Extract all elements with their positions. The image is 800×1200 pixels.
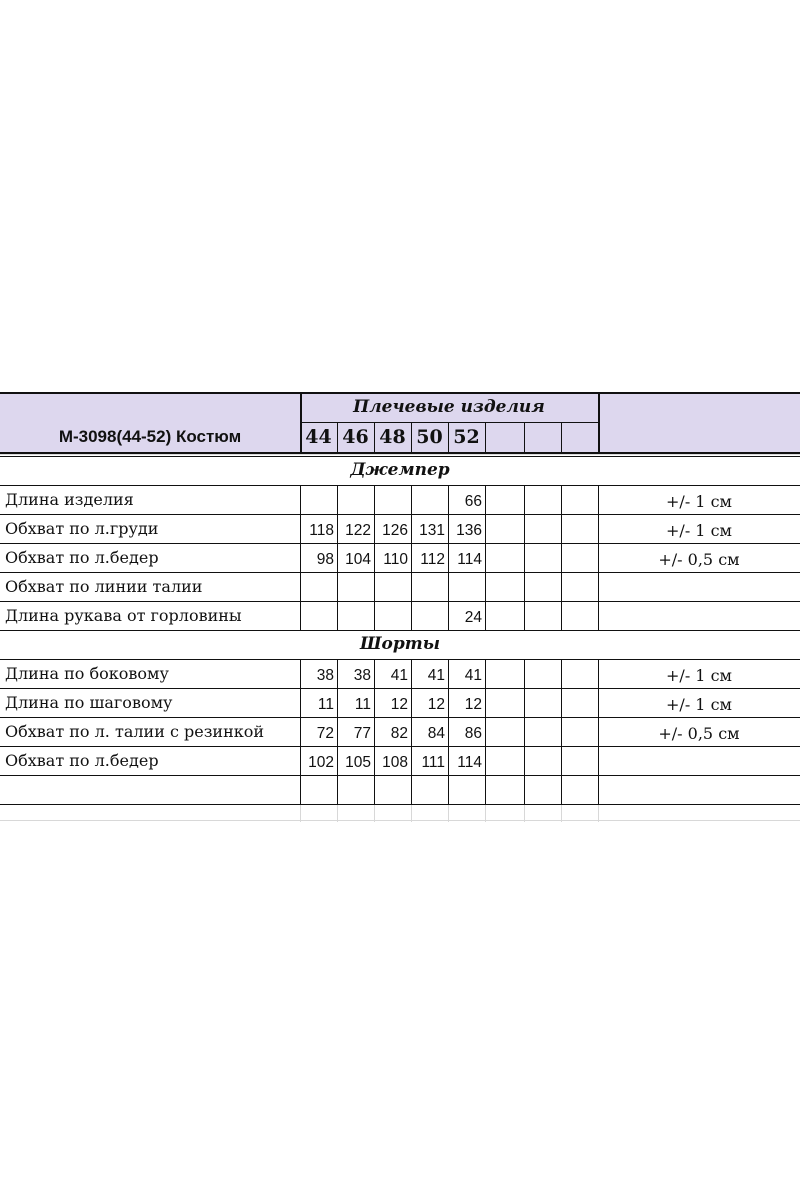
column-border [485, 688, 486, 717]
column-border [374, 485, 375, 514]
value-cell: 136 [456, 521, 482, 539]
column-border [448, 543, 449, 572]
column-border [598, 688, 599, 717]
row-border [0, 543, 800, 544]
gridline-light [411, 804, 412, 822]
row-label: Длина по боковому [5, 663, 169, 683]
row-border [0, 659, 800, 660]
value-cell: 38 [353, 666, 371, 684]
row-label: Обхват по л.бедер [5, 547, 159, 567]
value-cell: 111 [421, 753, 445, 771]
column-border [524, 514, 525, 543]
column-border [300, 543, 301, 572]
size-50: 50 [416, 425, 443, 448]
value-cell: 114 [457, 753, 482, 771]
row-border [0, 717, 800, 718]
value-cell: 104 [345, 550, 371, 568]
value-cell: 12 [427, 695, 445, 713]
column-border [485, 485, 486, 514]
column-border [374, 688, 375, 717]
column-border [561, 572, 562, 601]
tolerance-cell [598, 603, 800, 632]
value-cell: 12 [464, 695, 482, 713]
column-border [448, 775, 449, 804]
row-border [0, 601, 800, 602]
gridline-light [448, 804, 449, 822]
section-title-jumper: Джемпер [350, 460, 450, 480]
row-border [0, 630, 800, 631]
column-border [374, 717, 375, 746]
value-cell: 41 [390, 666, 408, 684]
value-cell: 105 [345, 753, 371, 771]
header-divider [598, 392, 600, 452]
column-border [561, 746, 562, 775]
column-border [448, 659, 449, 688]
value-cell [337, 574, 374, 603]
column-border [300, 659, 301, 688]
row-label: Длина рукава от горловины [5, 605, 242, 625]
gridline-light [485, 804, 486, 822]
size-52: 52 [453, 425, 480, 448]
column-border [561, 601, 562, 630]
column-border [374, 514, 375, 543]
column-border [485, 601, 486, 630]
column-border [485, 717, 486, 746]
value-cell: 82 [390, 724, 408, 742]
row-label: Обхват по л.груди [5, 518, 159, 538]
value-cell [337, 487, 374, 516]
column-border [374, 601, 375, 630]
tolerance-cell [598, 748, 800, 777]
value-cell: 131 [419, 521, 445, 539]
value-cell: 11 [317, 695, 334, 713]
row-border [0, 688, 800, 689]
value-cell [300, 603, 337, 632]
gridline-light [598, 804, 599, 822]
column-border [524, 746, 525, 775]
value-cell: 112 [420, 550, 445, 568]
gridline-light [561, 804, 562, 822]
header-divider [485, 422, 486, 452]
size-48: 48 [379, 425, 406, 448]
value-cell: 12 [390, 695, 408, 713]
column-border [411, 514, 412, 543]
column-border [561, 717, 562, 746]
column-border [561, 775, 562, 804]
header-divider [561, 422, 562, 452]
row-label: Обхват по л.бедер [5, 750, 159, 770]
row-border [0, 514, 800, 515]
value-cell: 11 [354, 695, 371, 713]
value-cell: 122 [345, 521, 371, 539]
column-border [411, 775, 412, 804]
tolerance-cell: +/- 1 см [666, 520, 732, 540]
column-border [374, 775, 375, 804]
column-border [337, 688, 338, 717]
column-border [411, 746, 412, 775]
tolerance-cell: +/- 0,5 см [658, 549, 740, 569]
section-title-shorts: Шорты [359, 634, 441, 654]
value-cell: 114 [457, 550, 482, 568]
value-cell: 118 [309, 521, 334, 539]
column-border [448, 572, 449, 601]
column-border [561, 485, 562, 514]
column-border [374, 543, 375, 572]
column-border [337, 601, 338, 630]
gridline-light [337, 804, 338, 822]
column-border [300, 514, 301, 543]
value-cell [411, 487, 448, 516]
tolerance-cell: +/- 1 см [666, 694, 732, 714]
header-divider [337, 422, 338, 452]
column-border [561, 688, 562, 717]
header-divider [411, 422, 412, 452]
value-cell [300, 487, 337, 516]
column-border [337, 543, 338, 572]
size-46: 46 [342, 425, 369, 448]
value-cell [300, 574, 337, 603]
value-cell: 38 [316, 666, 334, 684]
column-border [485, 746, 486, 775]
value-cell [411, 603, 448, 632]
row-label: Обхват по л. талии с резинкой [5, 721, 265, 741]
value-cell: 86 [464, 724, 482, 742]
column-border [337, 775, 338, 804]
column-border [411, 601, 412, 630]
column-border [485, 543, 486, 572]
header-divider [524, 422, 525, 452]
value-cell: 41 [464, 666, 482, 684]
value-cell: 84 [427, 724, 445, 742]
column-border [448, 514, 449, 543]
row-label: Длина изделия [5, 489, 134, 509]
column-border [448, 485, 449, 514]
row-border [0, 804, 800, 805]
column-border [448, 688, 449, 717]
column-border [374, 659, 375, 688]
column-border [374, 572, 375, 601]
column-border [524, 659, 525, 688]
column-border [524, 601, 525, 630]
gridline-light [0, 454, 800, 455]
value-cell: 41 [427, 666, 445, 684]
column-border [337, 514, 338, 543]
column-border [411, 485, 412, 514]
column-border [337, 717, 338, 746]
column-border [300, 746, 301, 775]
value-cell [448, 574, 485, 603]
column-border [561, 659, 562, 688]
size-44: 44 [305, 425, 332, 448]
column-border [448, 717, 449, 746]
value-cell: 98 [316, 550, 334, 568]
value-cell: 126 [382, 521, 408, 539]
column-border [598, 514, 599, 543]
header-divider [374, 422, 375, 452]
value-cell [337, 603, 374, 632]
column-border [337, 746, 338, 775]
value-cell: 110 [383, 550, 408, 568]
column-border [524, 775, 525, 804]
column-border [485, 659, 486, 688]
column-border [598, 543, 599, 572]
column-border [300, 688, 301, 717]
column-border [524, 485, 525, 514]
column-border [300, 601, 301, 630]
tolerance-cell: +/- 1 см [666, 491, 732, 511]
column-border [337, 572, 338, 601]
column-border [300, 572, 301, 601]
column-border [337, 485, 338, 514]
column-border [598, 485, 599, 514]
column-border [300, 775, 301, 804]
tolerance-cell: +/- 0,5 см [658, 723, 740, 743]
row-border [0, 572, 800, 573]
gridline-light [374, 804, 375, 822]
size-table [0, 392, 800, 812]
column-border [524, 688, 525, 717]
column-border [411, 717, 412, 746]
gridline-light [0, 820, 800, 821]
value-cell [374, 574, 411, 603]
column-border [561, 514, 562, 543]
row-border [0, 456, 800, 457]
column-border [598, 775, 599, 804]
column-border [411, 572, 412, 601]
value-cell [374, 487, 411, 516]
value-cell [411, 574, 448, 603]
value-cell: 102 [308, 753, 334, 771]
header-divider [448, 422, 449, 452]
tolerance-cell: +/- 1 см [666, 665, 732, 685]
row-border [0, 485, 800, 486]
gridline-light [524, 804, 525, 822]
column-border [448, 601, 449, 630]
column-border [300, 717, 301, 746]
column-border [485, 572, 486, 601]
column-border [598, 717, 599, 746]
column-border [374, 746, 375, 775]
row-label: Длина по шаговому [5, 692, 173, 712]
column-border [524, 543, 525, 572]
value-cell: 24 [464, 608, 482, 626]
column-border [524, 572, 525, 601]
column-border [524, 717, 525, 746]
column-border [485, 775, 486, 804]
column-border [598, 746, 599, 775]
category-title: Плечевые изделия [353, 396, 545, 417]
column-border [598, 572, 599, 601]
column-border [485, 514, 486, 543]
value-cell: 108 [382, 753, 408, 771]
value-cell [374, 603, 411, 632]
column-border [337, 659, 338, 688]
column-border [598, 659, 599, 688]
header-top-border [0, 392, 800, 394]
value-cell: 66 [464, 492, 482, 510]
row-border [0, 775, 800, 776]
column-border [411, 659, 412, 688]
row-border [0, 746, 800, 747]
gridline-light [300, 804, 301, 822]
column-border [598, 601, 599, 630]
row-label: Обхват по линии талии [5, 576, 203, 596]
value-cell: 77 [353, 724, 371, 742]
tolerance-cell [598, 574, 800, 603]
column-border [411, 688, 412, 717]
column-border [448, 746, 449, 775]
value-cell: 72 [316, 724, 334, 742]
model-title: М-3098(44-52) Костюм [58, 426, 242, 446]
column-border [561, 543, 562, 572]
column-border [300, 485, 301, 514]
column-border [411, 543, 412, 572]
